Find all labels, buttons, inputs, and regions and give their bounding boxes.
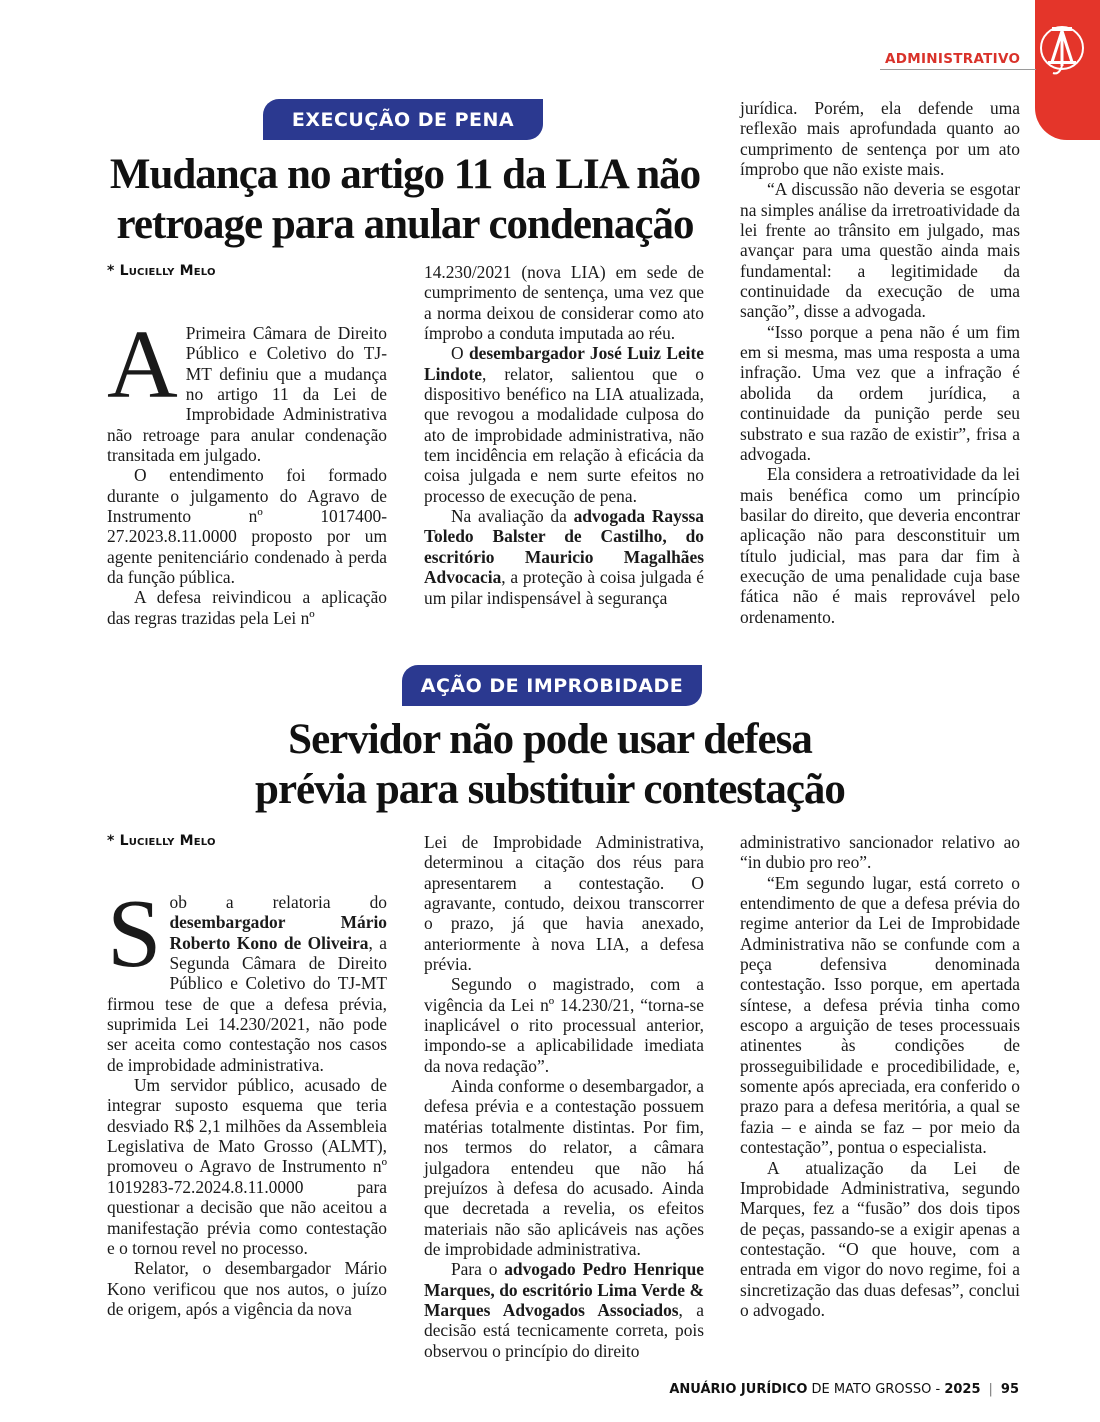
paragraph bbox=[424, 343, 704, 506]
text-run: “A discussão não deveria se esgotar na simples análise da irretroatividade da lei frente ao trânsito em julgado, mas avançar para uma questão ainda mais fundamental: a legitimidade da continuidade da execução de uma sanção”, disse a advogada. bbox=[740, 179, 1020, 322]
bold-text-run: desembargador Mário Roberto Kono de Oliveira bbox=[169, 912, 387, 953]
paragraph bbox=[424, 974, 704, 1076]
text-run: Ainda conforme o desembargador, a defesa prévia e a contestação possuem matérias totalmente distintas. Por fim, nos termos do relator, a câmara julgadora entendeu que não há prejuízos à defesa do acusado. Ainda que decretada a revelia, os efeitos materiais não são aplicáveis nas ações de improbidade administrativa. bbox=[424, 1076, 704, 1259]
text-run: , relator, salientou que o dispositivo benéfico na LIA atualizada, que revogou a modalidade culposa do ato de improbidade administrativa, não tem incidência em relação à eficácia da coisa julgada e nem surte efeitos no processo de execução de pena. bbox=[424, 363, 704, 506]
text-run: “Em segundo lugar, está correto o entendimento de que a defesa prévia do regime anterior da Lei de Improbidade Administrativa não se confunde com a peça defensiva denominada contestação. Isso porque, em apertada síntese, a defesa prévia tinha como escopo a arguição de teses processuais atinentes às condições de prosseguibilidade e procedibilidade, e, somente após apreciada, era conferido o prazo para a defesa meritória, a qual se fazia – e ainda se faz – por meio da contestação”, pontua o especialista. bbox=[740, 872, 1020, 1158]
article2-column-3 bbox=[740, 832, 1020, 1320]
text-run: “Isso porque a pena não é um fim em si mesma, mas uma resposta a uma infração. Uma vez que a infração é abolida da ordem jurídica, a continuidade da punição perde seu substrato e sua razão de existir”, frisa a advogada. bbox=[740, 321, 1020, 464]
section-label: ADMINISTRATIVO bbox=[885, 51, 1021, 67]
text-run: Segundo o magistrado, com a vigência da Lei nº 14.230/21, “torna-se inaplicável o rito processual anterior, impondo-se a aplicabilidade imediata da nova redação”. bbox=[424, 974, 704, 1076]
bold-text-run: advogada Rayssa Toledo Balster de Castilho, do escritório Mauricio Magalhães Advocacia bbox=[424, 506, 704, 588]
article1-badge: EXECUÇÃO DE PENA bbox=[263, 99, 543, 140]
page-number: 95 bbox=[1000, 1382, 1019, 1397]
text-run: O entendimento foi formado durante o julgamento do Agravo de Instrumento nº 1017400-27.2023.8.11.0000 proposto por um agente penitenciário condenado à perda da função pública. bbox=[107, 465, 387, 588]
text-run: A defesa reivindicou a aplicação das regras trazidas pela Lei nº bbox=[107, 587, 387, 628]
article1-byline: * Lucielly Melo bbox=[107, 263, 216, 279]
article1-headline bbox=[60, 150, 750, 250]
text-run: , a Segunda Câmara de Direito Público e Coletivo do TJ-MT firmou tese de que a defesa prévia, suprimida Lei 14.230/2021, não pode ser aceita como contestação nos casos de improbidade administrativa. bbox=[107, 932, 387, 1075]
paragraph bbox=[740, 98, 1020, 179]
text-run: ob a relatoria do bbox=[169, 892, 387, 912]
article2-byline: * Lucielly Melo bbox=[107, 833, 216, 849]
paragraph bbox=[740, 322, 1020, 464]
bold-text-run: advogado Pedro Henrique Marques, do escritório Lima Verde & Marques Advogados Associados bbox=[424, 1259, 704, 1320]
paragraph bbox=[107, 1258, 387, 1319]
paragraph bbox=[424, 506, 704, 608]
page-footer bbox=[669, 1382, 1019, 1397]
article2-headline bbox=[200, 715, 900, 815]
article2-column-1 bbox=[107, 880, 387, 1319]
paragraph bbox=[424, 1076, 704, 1259]
footer-separator: | bbox=[988, 1382, 993, 1397]
paragraph bbox=[424, 1259, 704, 1361]
paragraph bbox=[740, 464, 1020, 627]
headline-line: Mudança no artigo 11 da LIA não bbox=[109, 151, 701, 198]
paragraph bbox=[424, 832, 704, 974]
headline-line: prévia para substituir contestação bbox=[255, 766, 845, 813]
text-run: Lei de Improbidade Administrativa, determinou a citação dos réus para apresentarem a contestação. O agravante, contudo, deixou transcorrer o prazo, já que havia anexado, anteriormente à nova LIA, a defesa prévia. bbox=[424, 832, 704, 975]
publication-subtitle: DE MATO GROSSO - bbox=[807, 1382, 945, 1397]
text-run: Primeira Câmara de Direito Público e Coletivo do TJ-MT definiu que a mudança no artigo 11 da Lei de Improbidade Administrativa não retroage para anular condenação transitada em julgado. bbox=[107, 323, 387, 466]
paragraph bbox=[107, 587, 387, 628]
paragraph bbox=[740, 832, 1020, 873]
headline-line: Servidor não pode usar defesa bbox=[288, 716, 812, 763]
paragraph bbox=[740, 873, 1020, 1158]
text-run: 14.230/2021 (nova LIA) em sede de cumprimento de sentença, uma vez que a norma deixou de considerar como ato ímprobo a conduta imputada ao réu. bbox=[424, 262, 704, 344]
headline-line: retroage para anular condenação bbox=[116, 201, 694, 248]
text-run: , a decisão está tecnicamente correta, pois observou o princípio do direito bbox=[424, 1299, 704, 1361]
article2-badge: AÇÃO DE IMPROBIDADE bbox=[402, 665, 702, 706]
paragraph bbox=[107, 311, 387, 466]
paragraph bbox=[107, 880, 387, 1075]
scales-column-logo-icon bbox=[1037, 18, 1087, 80]
article1-column-1 bbox=[107, 311, 387, 628]
text-run: , a proteção à coisa julgada é um pilar indispensável à segurança bbox=[424, 567, 704, 608]
publication-year: 2025 bbox=[944, 1382, 981, 1397]
article2-column-2 bbox=[424, 832, 704, 1361]
drop-cap: A bbox=[107, 311, 178, 419]
text-run: administrativo sancionador relativo ao “in dubio pro reo”. bbox=[740, 832, 1020, 873]
paragraph bbox=[107, 465, 387, 587]
text-run: jurídica. Porém, ela defende uma reflexão mais aprofundada quanto ao cumprimento de sentença por um ato ímprobo que não existe mais. bbox=[740, 98, 1020, 180]
paragraph bbox=[740, 179, 1020, 321]
paragraph bbox=[740, 1158, 1020, 1321]
text-run: O bbox=[451, 343, 469, 364]
publication-title: ANUÁRIO JURÍDICO bbox=[669, 1382, 808, 1397]
paragraph bbox=[424, 262, 704, 343]
text-run: A atualização da Lei de Improbidade Administrativa, segundo Marques, fez a “fusão” dos dois tipos de peças, passando-se a exigir apenas a contestação. “O que houve, com a entrada em vigor do novo regime, foi a sincretização das duas defesas”, conclui o advogado. bbox=[740, 1157, 1020, 1320]
drop-cap: S bbox=[107, 880, 162, 988]
article1-column-2 bbox=[424, 262, 704, 608]
text-run: Um servidor público, acusado de integrar suposto esquema que teria desviado R$ 2,1 milhões da Assembleia Legislativa de Mato Grosso (ALMT), promoveu o Agravo de Instrumento nº 1019283-72.2024.8.11.0000 para questionar a decisão que não aceitou a manifestação prévia como contestação e o tornou revel no processo. bbox=[107, 1075, 387, 1258]
text-run: Na avaliação da bbox=[451, 506, 574, 527]
text-run: Ela considera a retroatividade da lei mais benéfica como um princípio basilar do direito, que deveria encontrar aplicação não para desconstituir um título judicial, mas para dar fim à execução de uma penalidade cuja base fática não é mais reprovável pelo ordenamento. bbox=[740, 464, 1020, 627]
section-divider bbox=[880, 69, 1036, 70]
article1-column-3 bbox=[740, 98, 1020, 627]
text-run: Relator, o desembargador Mário Kono verificou que nos autos, o juízo de origem, após a vigência da nova bbox=[107, 1258, 387, 1319]
bold-text-run: desembargador José Luiz Leite Lindote bbox=[424, 343, 704, 384]
paragraph bbox=[107, 1075, 387, 1258]
text-run: Para o bbox=[451, 1259, 505, 1280]
